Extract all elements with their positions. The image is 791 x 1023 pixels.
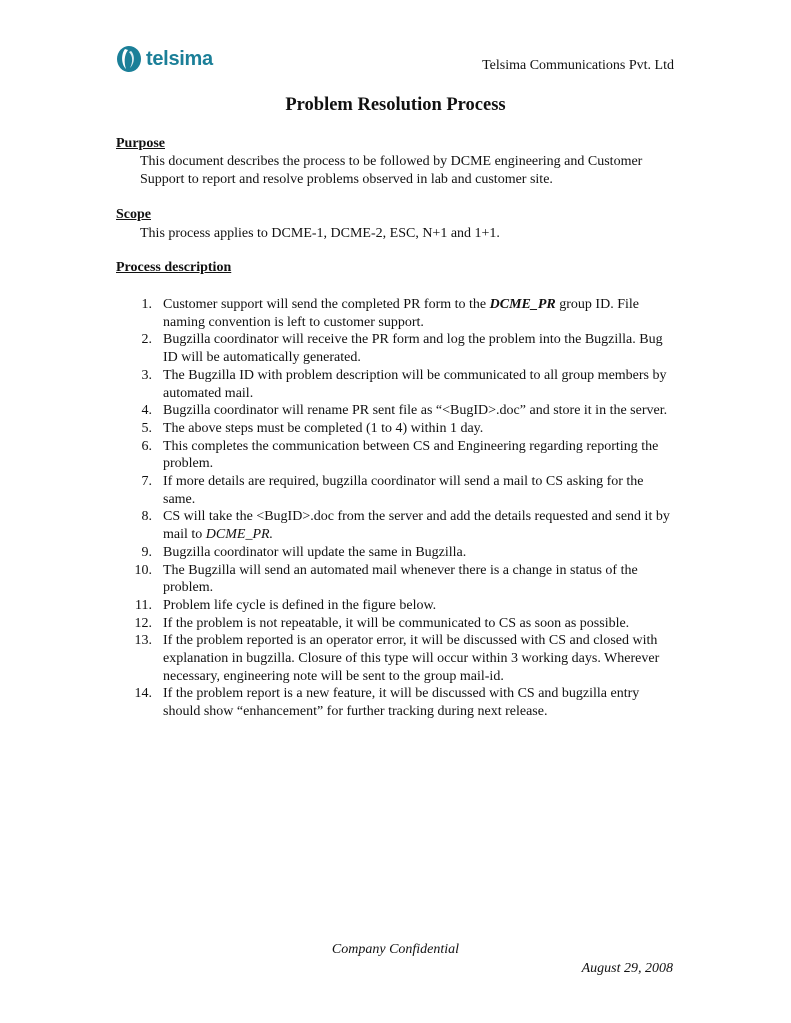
step-text-part: CS will take the <BugID>.doc from the server and add the details requested and send it by mail to <box>163 509 670 543</box>
company-name: Telsima Communications Pvt. Ltd <box>482 58 674 73</box>
step-text: If the problem report is a new feature, it will be discussed with CS and bugzilla entry should show “enhancement” for further tracking during next release. <box>163 686 640 720</box>
process-heading: Process description <box>116 260 232 275</box>
process-step <box>116 562 676 597</box>
company-logo <box>116 44 213 74</box>
document-title: Problem Resolution Process <box>285 95 506 115</box>
telsima-logo-icon <box>116 45 142 73</box>
process-step <box>116 367 676 402</box>
purpose-text: This document describes the process to be followed by DCME engineering and Customer Support to report and resolve problems observed in lab and customer site. <box>140 154 643 187</box>
process-step <box>116 597 676 615</box>
step-text: Bugzilla coordinator will receive the PR form and log the problem into the Bugzilla. Bug ID will be automatically generated. <box>163 332 663 366</box>
step-text: This completes the communication between CS and Engineering regarding reporting the problem. <box>163 438 659 472</box>
group-id-emphasis: DCME_PR <box>489 297 556 312</box>
step-text-part: Customer support will send the completed PR form to the <box>163 297 490 312</box>
step-text-part: group ID. File naming convention is left to customer support. <box>163 297 639 330</box>
process-step <box>116 438 676 473</box>
step-text: If the problem is not repeatable, it will be communicated to CS as soon as possible. <box>163 615 630 631</box>
step-number: 1. <box>141 297 152 312</box>
step-text: The Bugzilla will send an automated mail whenever there is a change in status of the problem. <box>163 562 638 596</box>
step-text: Bugzilla coordinator will rename PR sent file as “<BugID>.doc” and store it in the server. <box>163 403 668 419</box>
step-number: 2. <box>141 332 152 348</box>
step-number: 11. <box>135 597 152 613</box>
scope-text: This process applies to DCME-1, DCME-2, ESC, N+1 and 1+1. <box>140 226 500 241</box>
step-number: 13. <box>134 633 152 649</box>
step-number: 4. <box>141 403 152 419</box>
process-step <box>116 331 676 366</box>
process-step <box>116 296 676 331</box>
step-number: 14. <box>134 686 152 702</box>
step-text <box>163 297 639 330</box>
process-step <box>116 508 676 543</box>
step-number: 3. <box>141 367 152 383</box>
process-step <box>116 420 676 438</box>
step-number: 9. <box>141 544 152 560</box>
group-id-italic: DCME_PR. <box>205 527 274 543</box>
process-step <box>116 544 676 562</box>
step-text: The Bugzilla ID with problem description will be communicated to all group members by automated mail. <box>163 367 667 401</box>
process-step <box>116 632 676 685</box>
step-number: 12. <box>134 615 152 631</box>
step-number: 7. <box>141 474 152 490</box>
purpose-heading: Purpose <box>116 136 165 151</box>
logo-wordmark: telsima <box>146 47 213 70</box>
process-step <box>116 402 676 420</box>
footer-date: August 29, 2008 <box>581 961 673 976</box>
step-text <box>163 509 670 542</box>
step-number: 8. <box>141 509 152 525</box>
step-text: If the problem reported is an operator error, it will be discussed with CS and closed with explanation in bugzilla. Closure of this type will occur within 3 working days. Wherever necessary, engineering note will be sent to the group mail-id. <box>163 633 660 684</box>
step-number: 10. <box>134 562 152 578</box>
step-text: The above steps must be completed (1 to 4) within 1 day. <box>163 420 484 436</box>
step-text: Bugzilla coordinator will update the same in Bugzilla. <box>163 544 467 560</box>
footer-confidential: Company Confidential <box>331 942 460 957</box>
process-list <box>116 296 676 721</box>
process-step <box>116 615 676 633</box>
step-text: If more details are required, bugzilla coordinator will send a mail to CS asking for the same. <box>163 474 644 507</box>
step-number: 5. <box>141 420 152 436</box>
scope-heading: Scope <box>116 207 151 222</box>
step-text: Problem life cycle is defined in the figure below. <box>163 597 437 613</box>
process-step <box>116 473 676 508</box>
step-number: 6. <box>141 438 152 454</box>
process-step <box>116 685 676 720</box>
